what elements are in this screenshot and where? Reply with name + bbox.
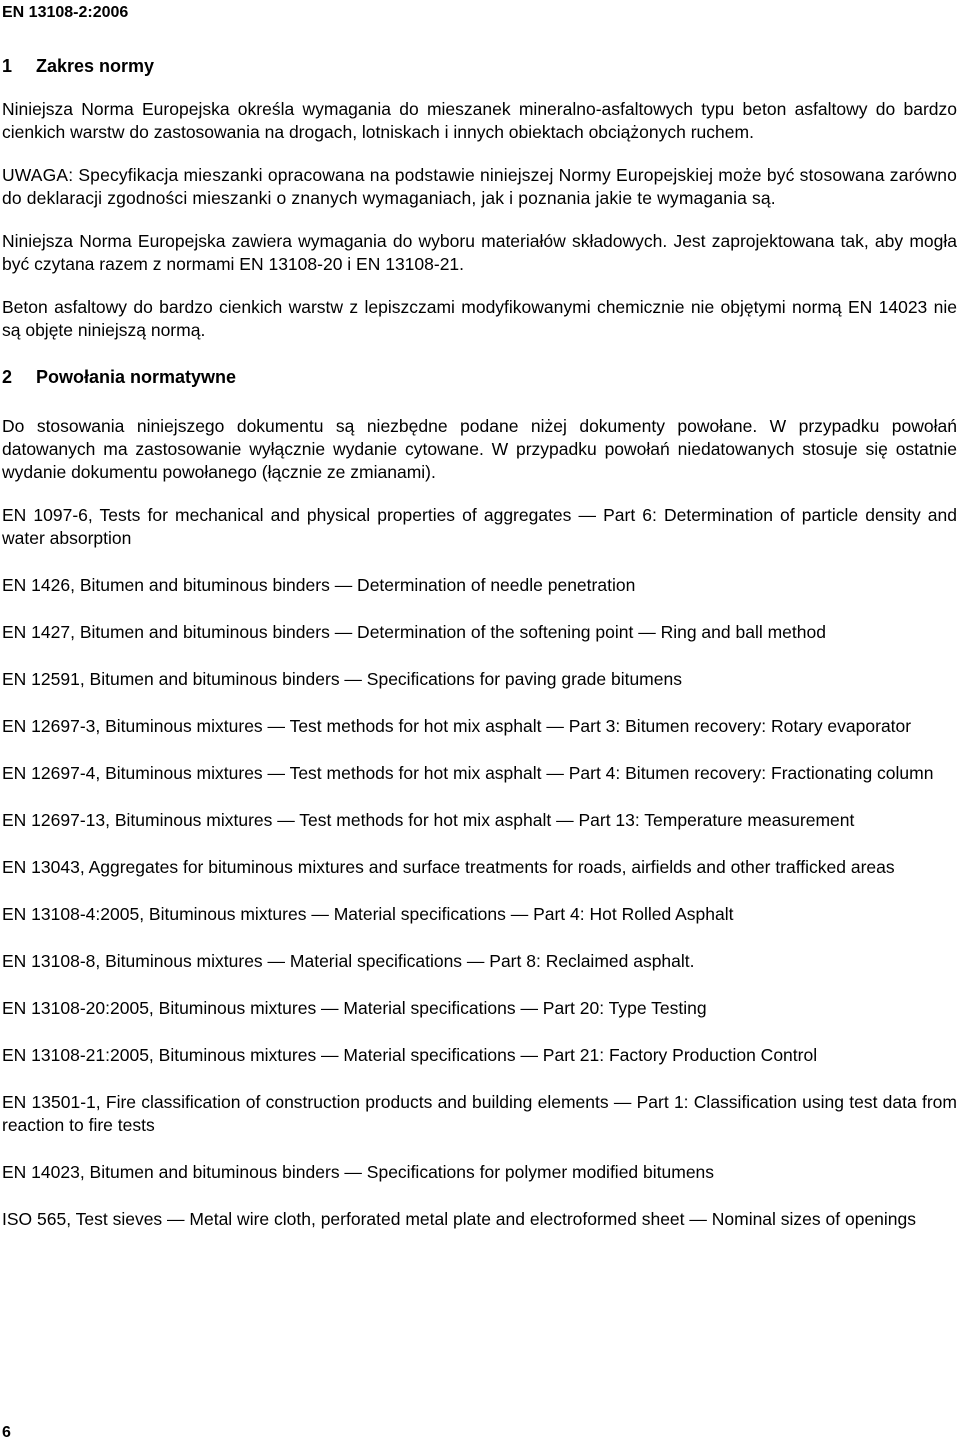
materials-paragraph: Niniejsza Norma Europejska zawiera wymagania do wyboru materiałów składowych. Jest zaprojektowana tak, aby mogła być czytana razem z normami EN 13108-20 i EN 13108-21. bbox=[2, 231, 957, 274]
reference-item: EN 12697-4, Bituminous mixtures — Test methods for hot mix asphalt — Part 4: Bitumen recovery: Fractionating column bbox=[2, 763, 934, 783]
page-number: 6 bbox=[2, 1424, 11, 1441]
section-2-number: 2 bbox=[2, 367, 13, 387]
reference-item: EN 13108-21:2005, Bituminous mixtures — Material specifications — Part 21: Factory Production Control bbox=[2, 1045, 818, 1065]
reference-item: EN 13108-20:2005, Bituminous mixtures — Material specifications — Part 20: Type Testing bbox=[2, 998, 707, 1018]
section-1-heading bbox=[2, 55, 957, 78]
section-2-heading bbox=[2, 366, 957, 389]
reference-item: EN 1426, Bitumen and bituminous binders — Determination of needle penetration bbox=[2, 575, 636, 595]
document-id-header: EN 13108-2:2006 bbox=[2, 4, 129, 21]
reference-item: EN 13501-1, Fire classification of construction products and building elements — Part 1: Classification using test data from reaction to fire tests bbox=[2, 1092, 957, 1135]
reference-item: EN 12697-3, Bituminous mixtures — Test methods for hot mix asphalt — Part 3: Bitumen recovery: Rotary evaporator bbox=[2, 716, 912, 736]
reference-item: EN 1427, Bitumen and bituminous binders — Determination of the softening point — Ring and ball method bbox=[2, 622, 826, 642]
scope-paragraph: Niniejsza Norma Europejska określa wymagania do mieszanek mineralno-asfaltowych typu beton asfaltowy do bardzo cienkich warstw do zastosowania na drogach, lotniskach i innych obiektach obciążonych ruchem. bbox=[2, 99, 957, 142]
reference-item: EN 12697-13, Bituminous mixtures — Test methods for hot mix asphalt — Part 13: Temperature measurement bbox=[2, 810, 855, 830]
reference-item: EN 13108-4:2005, Bituminous mixtures — Material specifications — Part 4: Hot Rolled Asphalt bbox=[2, 904, 734, 924]
reference-list bbox=[2, 504, 957, 1231]
section-2-title: Powołania normatywne bbox=[36, 367, 237, 387]
reference-item: EN 14023, Bitumen and bituminous binders — Specifications for polymer modified bitumens bbox=[2, 1162, 715, 1182]
section-1-title: Zakres normy bbox=[36, 56, 155, 76]
normative-intro-paragraph: Do stosowania niniejszego dokumentu są niezbędne podane niżej dokumenty powołane. W przypadku powołań datowanych ma zastosowanie wyłącznie wydanie cytowane. W przypadku powołań niedatowanych stosuje się ostatnie wydanie dokumentu powołanego (łącznie ze zmianami). bbox=[2, 416, 957, 482]
page-content bbox=[2, 55, 957, 1255]
note-paragraph: UWAGA: Specyfikacja mieszanki opracowana na podstawie niniejszej Normy Europejskiej może być stosowana zarówno do deklaracji zgodności mieszanki o znanych wymaganiach, jak i poznania jakie te wymagania są. bbox=[2, 165, 957, 208]
section-1-number: 1 bbox=[2, 56, 13, 76]
exclusion-paragraph: Beton asfaltowy do bardzo cienkich warstw z lepiszczami modyfikowanymi chemicznie nie objętymi normą EN 14023 nie są objęte niniejszą normą. bbox=[2, 297, 957, 340]
reference-item: EN 13043, Aggregates for bituminous mixtures and surface treatments for roads, airfields and other trafficked areas bbox=[2, 857, 895, 877]
reference-item: EN 13108-8, Bituminous mixtures — Material specifications — Part 8: Reclaimed asphalt. bbox=[2, 951, 695, 971]
reference-item: EN 1097-6, Tests for mechanical and physical properties of aggregates — Part 6: Determination of particle density and water absorption bbox=[2, 505, 957, 548]
reference-item: ISO 565, Test sieves — Metal wire cloth, perforated metal plate and electroformed sheet — Nominal sizes of openings bbox=[2, 1209, 917, 1229]
reference-item: EN 12591, Bitumen and bituminous binders — Specifications for paving grade bitumens bbox=[2, 669, 682, 689]
